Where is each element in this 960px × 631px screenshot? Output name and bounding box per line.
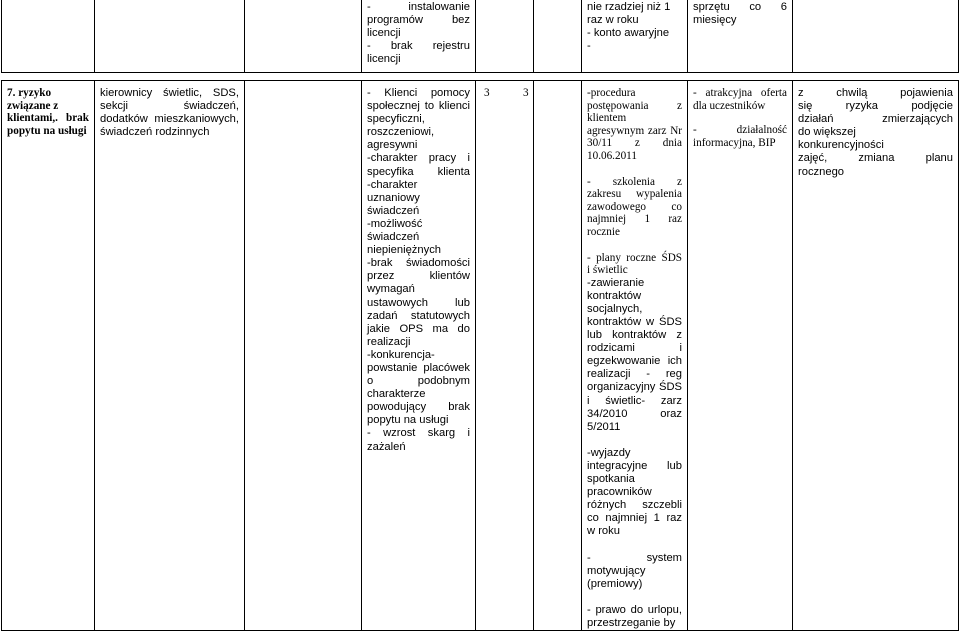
text-line: motywujący [587,564,646,577]
text-line: agresywnym zarz Nr [587,124,682,137]
text-line: -brak świadomości [367,257,470,270]
cell-causes-cont [245,0,362,73]
text-line: - szkolenia z [587,175,682,188]
cell-impact [523,81,582,631]
text-line: (premiowy) [587,577,643,590]
text-line: świadczeń [367,204,420,217]
text-line: 10.06.2011 [587,149,637,162]
text-line: - konto awaryjne [587,27,670,40]
cell-risk-cont [2,0,95,73]
text-line: -zawieranie [587,276,645,289]
text-line: - system [587,551,682,564]
text-line: jakie OPS ma do [367,322,470,335]
text-line: -procedura [587,87,636,99]
continuation-table [1,0,959,73]
text-line: świadczeń [367,231,420,244]
text-line: z chwilą pojawienia [798,87,953,99]
text-line: kontraktów [587,289,642,302]
text-line: postępowania z [587,99,682,112]
text-line: zażaleń [367,440,406,453]
text-line: 7. ryzyko [7,87,52,99]
controls-motivation [587,552,682,591]
text-line: egzekwowanie ich [587,355,682,368]
text-line: kierownicy świetlic, SDS, [100,87,239,99]
cell-risk-name [2,81,95,631]
text-line: - [587,40,591,53]
text-line: rocznego [798,165,845,178]
text-line: 30/11 z dnia [587,137,682,150]
text-line: 5/2011 [587,420,621,433]
cell-mitigation-continued [688,0,793,73]
controls-trips [587,447,682,539]
text-line: agresywni [367,139,418,152]
text-line: świadczeń rodzinnych [100,126,210,139]
text-line: -wyjazdy [587,446,631,459]
text-line: działań zmierzających [798,113,953,126]
text-line: lub kontraktów z [587,329,682,342]
text-line: informacyjna, BIP [693,136,776,149]
text-line: powstanie placówek [367,361,470,374]
text-line: -konkurencja- [367,348,435,361]
text-line: roszczeniowi, [367,126,435,139]
text-line: socjalnych, [587,302,643,315]
text-line: organizacyjny ŚDS [587,381,682,394]
text-line: sprzętu co 6 [693,1,787,13]
text-line: charakterze [367,388,426,401]
text-line: spotkania [587,473,635,486]
text-line: realizacji - reg [587,368,682,381]
text-line: -możliwość [367,217,423,230]
text-line: - instalowanie [367,1,470,13]
text-line: -charakter [367,178,418,191]
text-line: integracyjne lub [587,459,682,472]
text-line: do większej [798,126,856,139]
text-line: realizacji [367,335,411,348]
cell-impact-cont [534,0,582,73]
text-line: klientami,. brak [7,112,89,125]
cell-risk-causes [362,81,476,631]
text-line: popytu na usługi [7,124,87,137]
text-line: -charakter pracy i [367,152,470,165]
text-line: - Klienci pomocy [367,87,470,99]
text-line: nie rzadziej niż 1 [587,1,671,13]
text-line: - wzrost skarg i [367,427,470,440]
text-line: zakresu wypalenia [587,188,682,201]
text-line: - działalność [693,124,787,137]
text-line: kontraktów w ŚDS [587,316,682,328]
cell-probability [476,81,534,631]
text-line: specyfika klienta [367,165,470,178]
cell-owners-cont [95,0,245,73]
cell-controls-continued [582,0,688,73]
text-line: pracowników [587,486,652,499]
text-line: uznaniowy [367,191,420,204]
impact-value: 3 [523,87,529,99]
text-line: niepieniężnych [367,244,442,257]
text-line: ustawowych lub [367,296,470,309]
text-line: się ryzyka podjęcie [798,100,953,113]
text-line: i świetlic- zarz [587,394,682,407]
text-line: zawodowego co [587,200,682,213]
text-line: konkurencyjności [798,139,884,152]
text-line: sekcji świadczeń, [100,100,239,113]
text-line: klientem [587,112,627,125]
text-line: przez klientów [367,270,470,283]
text-line: - atrakcyjna oferta [693,87,787,99]
text-line: licencji [367,27,401,40]
text-line: w roku [587,525,620,538]
cell-risk-owners [95,81,245,631]
risk-table [1,80,959,631]
text-line: - brak rejestru [367,40,470,53]
text-line [693,112,787,124]
text-line: - prawo do urlopu, [587,603,682,616]
text-line: rocznie [587,225,620,238]
text-line: społecznej to klienci [367,100,470,113]
controls-contracts [587,277,682,434]
text-line: dla uczestników [693,99,766,112]
text-line: przestrzeganie by [587,616,676,629]
controls-plans [587,252,682,277]
text-line: - plany roczne ŚDS [587,251,682,264]
text-line: zajęć, zmiana planu [798,152,953,165]
cell-empty [245,81,362,631]
text-line: co najmniej 1 raz [587,512,682,525]
text-line: najmniej 1 raz [587,213,682,226]
cell-prob-cont [476,0,534,73]
controls-procedure [587,87,682,163]
text-line: wymagań [367,283,415,296]
text-line: i świetlic [587,264,628,277]
text-line: popytu na usługi [367,414,449,427]
text-line: 34/2010 oraz [587,407,682,420]
probability-value: 3 [484,87,490,99]
text-line: raz w roku [587,14,639,27]
text-line: powodujący brak [367,401,470,414]
text-line: związane z [7,99,59,112]
text-line: programów bez [367,14,470,27]
text-line: dodatków mieszkaniowych, [100,113,239,126]
cell-changes-cont [793,0,959,73]
text-line: o podobnym [367,375,470,388]
cell-mitigation [688,81,793,631]
controls-training [587,176,682,239]
cell-changes [793,81,959,631]
text-line: miesięcy [693,14,737,27]
text-line: licencji [367,53,401,66]
text-line: rodzicami i [587,342,682,355]
controls-leave [587,604,682,630]
cell-causes-continued [362,0,476,73]
text-line: zadań statutowych [367,309,470,322]
text-line: specyficzni, [367,113,425,126]
text-line: różnych szczebli [587,499,682,512]
cell-controls [582,81,688,631]
